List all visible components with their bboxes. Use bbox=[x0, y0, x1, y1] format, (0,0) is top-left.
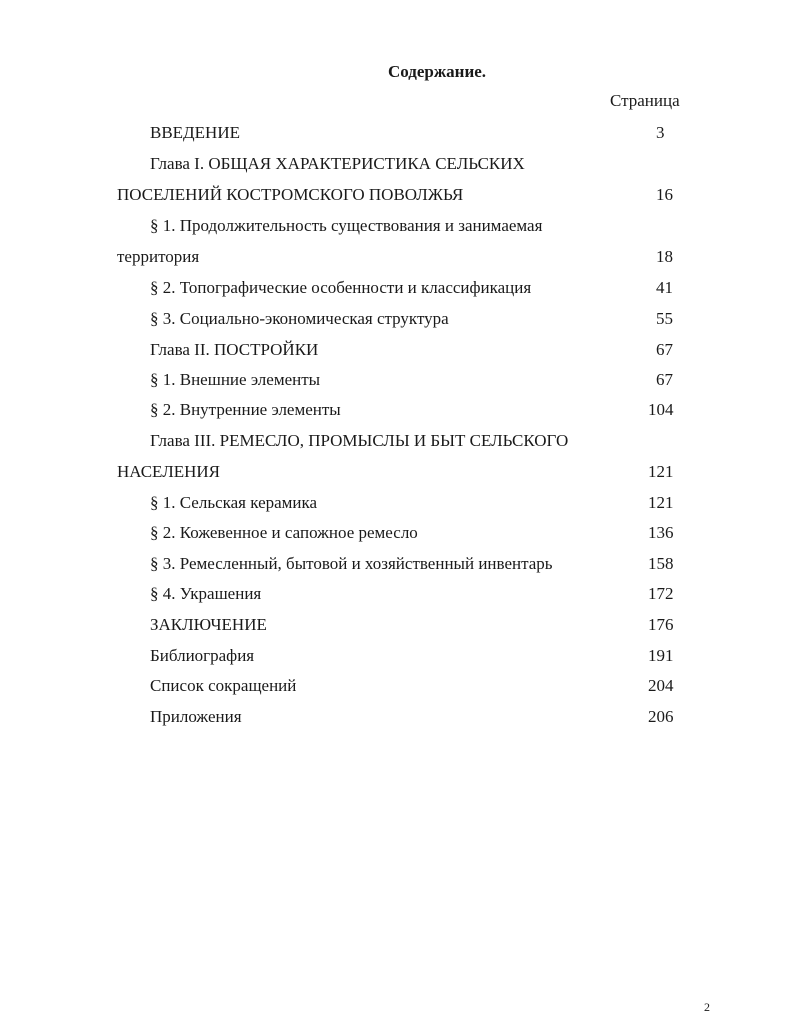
toc-entry-chapter-2: Глава II. ПОСТРОЙКИ bbox=[150, 340, 319, 359]
toc-page-number: 121 bbox=[648, 493, 674, 512]
toc-page-number: 172 bbox=[648, 584, 674, 603]
toc-page-number: 121 bbox=[648, 462, 674, 481]
toc-entry-bibliography: Библиография bbox=[150, 646, 255, 665]
toc-page-number: 176 bbox=[648, 615, 674, 634]
toc-entry-chapter-3: Глава III. РЕМЕСЛО, ПРОМЫСЛЫ И БЫТ СЕЛЬСКОГО bbox=[150, 431, 569, 450]
toc-entry-chapter-1-continued: ПОСЕЛЕНИЙ КОСТРОМСКОГО ПОВОЛЖЬЯ bbox=[117, 185, 464, 204]
toc-entry-section-3-2: § 2. Кожевенное и сапожное ремесло bbox=[150, 523, 418, 542]
toc-entry-section-1-1-continued: территория bbox=[117, 247, 200, 266]
toc-page-number: 136 bbox=[648, 523, 674, 542]
toc-entry-conclusion: ЗАКЛЮЧЕНИЕ bbox=[150, 615, 267, 634]
page-column-label: Страница bbox=[610, 91, 680, 110]
toc-entry-chapter-3-continued: НАСЕЛЕНИЯ bbox=[117, 462, 221, 481]
toc-entry-appendices: Приложения bbox=[150, 707, 242, 726]
page-title: Содержание. bbox=[387, 62, 487, 81]
toc-page-number: 204 bbox=[648, 676, 674, 695]
toc-entry-section-1-1: § 1. Продолжительность существования и занимаемая bbox=[150, 216, 543, 235]
toc-entry-section-1-3: § 3. Социально-экономическая структура bbox=[150, 309, 449, 328]
toc-entry-abbreviations: Список сокращений bbox=[150, 676, 297, 695]
toc-entry-section-1-2: § 2. Топографические особенности и классификация bbox=[150, 278, 532, 297]
toc-entry-section-3-3: § 3. Ремесленный, бытовой и хозяйственный инвентарь bbox=[150, 554, 553, 573]
page-number: 2 bbox=[704, 1000, 710, 1014]
toc-page-number: 41 bbox=[656, 278, 673, 297]
toc-entry-section-2-2: § 2. Внутренние элементы bbox=[150, 400, 341, 419]
toc-page-number: 67 bbox=[656, 340, 673, 359]
toc-page-number: 18 bbox=[656, 247, 673, 266]
toc-page-number: 67 bbox=[656, 370, 673, 389]
toc-entry-section-3-4: § 4. Украшения bbox=[150, 584, 262, 603]
toc-page-number: 3 bbox=[656, 123, 665, 142]
toc-page-number: 206 bbox=[648, 707, 674, 726]
toc-page-number: 104 bbox=[648, 400, 674, 419]
toc-entry-chapter-1: Глава I. ОБЩАЯ ХАРАКТЕРИСТИКА СЕЛЬСКИХ bbox=[150, 154, 525, 173]
toc-page-number: 191 bbox=[648, 646, 674, 665]
toc-entry-section-3-1: § 1. Сельская керамика bbox=[150, 493, 318, 512]
toc-page-number: 55 bbox=[656, 309, 673, 328]
toc-page-number: 16 bbox=[656, 185, 673, 204]
toc-entry-section-2-1: § 1. Внешние элементы bbox=[150, 370, 321, 389]
toc-entry-introduction: ВВЕДЕНИЕ bbox=[150, 123, 240, 142]
toc-page-number: 158 bbox=[648, 554, 674, 573]
